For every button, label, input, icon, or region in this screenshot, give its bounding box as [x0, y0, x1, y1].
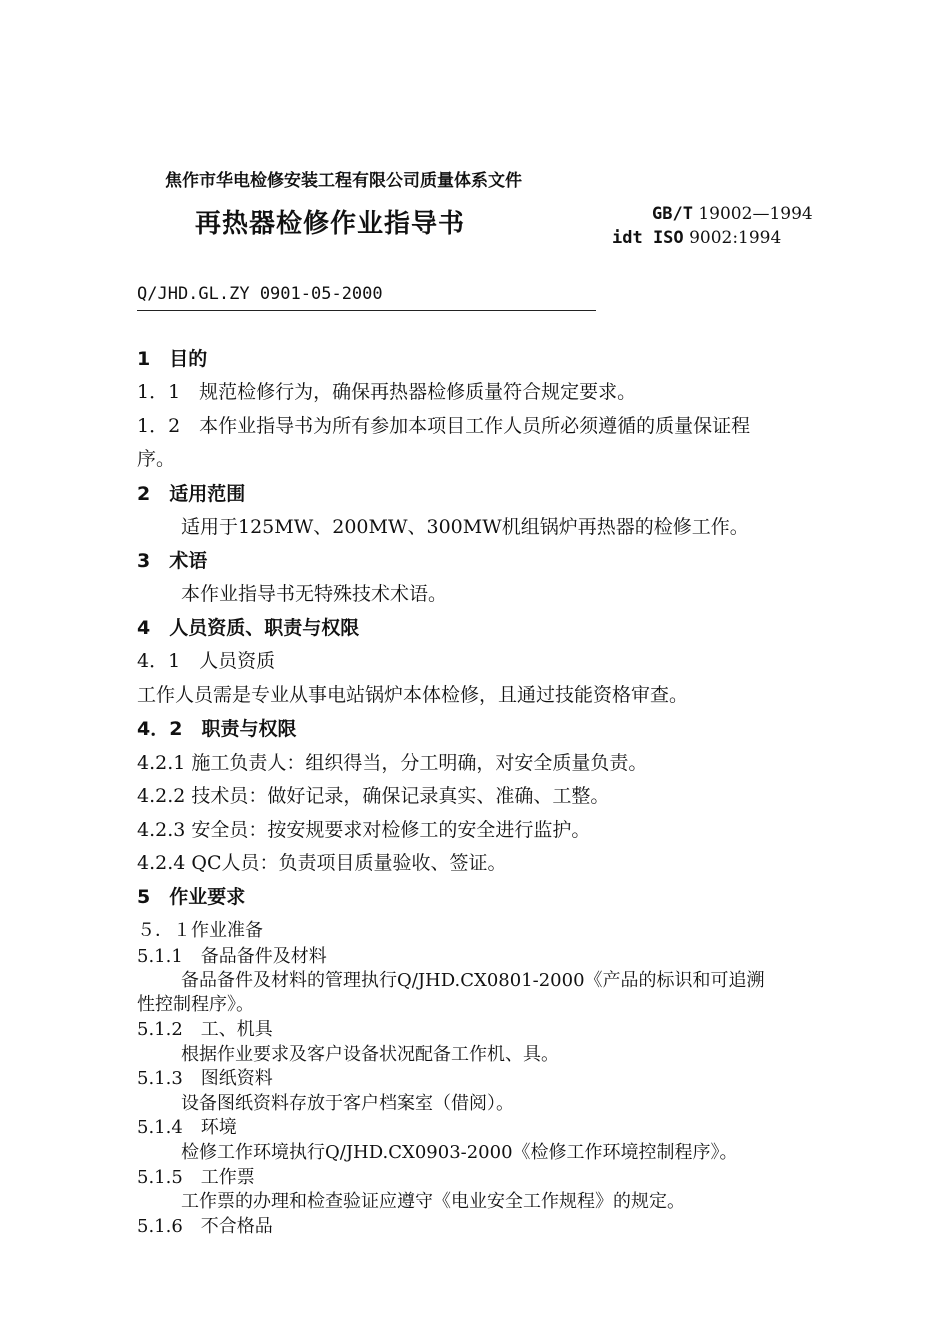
section-2-body: 适用于125MW、200MW、300MW机组锅炉再热器的检修工作。 — [181, 516, 749, 538]
company-header: 焦作市华电检修安装工程有限公司质量体系文件 — [165, 171, 522, 191]
clause-5-1-4-body: 检修工作环境执行Q/JHD.CX0903-2000《检修工作环境控制程序》。 — [181, 1142, 738, 1163]
section-4-heading: 4 人员资质、职责与权限 — [137, 617, 360, 639]
clause-4-2: 4．2 职责与权限 — [137, 718, 297, 740]
clause-5-1-3: 5.1.3 图纸资料 — [137, 1068, 273, 1089]
clause-4-1: 4．1 人员资质 — [137, 650, 276, 672]
clause-1-1: 1．1 规范检修行为，确保再热器检修质量符合规定要求。 — [137, 381, 637, 403]
clause-4-1-body: 工作人员需是专业从事电站锅炉本体检修，且通过技能资格审查。 — [137, 684, 689, 706]
clause-4-2-2: 4.2.2 技术员：做好记录，确保记录真实、准确、工整。 — [137, 785, 610, 807]
clause-5-1-1-body-line-1: 备品备件及材料的管理执行Q/JHD.CX0801-2000《产品的标识和可追溯 — [181, 970, 765, 991]
clause-5-1: ５．１作业准备 — [137, 920, 263, 941]
standard-2-code: idt ISO — [612, 228, 684, 248]
clause-5-1-1-body-line-2: 性控制程序》。 — [137, 994, 254, 1015]
clause-5-1-6: 5.1.6 不合格品 — [137, 1216, 273, 1237]
standard-1-number: 19002—1994 — [698, 204, 813, 224]
clause-5-1-1: 5.1.1 备品备件及材料 — [137, 946, 327, 967]
clause-5-1-5-body: 工作票的办理和检查验证应遵守《电业安全工作规程》的规定。 — [181, 1191, 685, 1212]
standard-reference-2 — [612, 228, 781, 248]
clause-5-1-2: 5.1.2 工、机具 — [137, 1019, 273, 1040]
clause-4-2-3: 4.2.3 安全员：按安规要求对检修工的安全进行监护。 — [137, 819, 591, 841]
clause-5-1-5: 5.1.5 工作票 — [137, 1167, 255, 1188]
clause-5-1-4: 5.1.4 环境 — [137, 1117, 237, 1138]
clause-4-2-1: 4.2.1 施工负责人：组织得当，分工明确，对安全质量负责。 — [137, 752, 648, 774]
document-number: Q/JHD.GL.ZY 0901-05-2000 — [137, 284, 383, 304]
header-divider — [137, 310, 596, 311]
section-1-heading: 1 目的 — [137, 348, 208, 370]
section-2-heading: 2 适用范围 — [137, 483, 246, 505]
clause-1-2-line-1: 1．2 本作业指导书为所有参加本项目工作人员所必须遵循的质量保证程 — [137, 415, 751, 437]
standard-1-code: GB/T — [652, 204, 693, 224]
clause-4-2-4: 4.2.4 QC人员：负责项目质量验收、签证。 — [137, 852, 507, 874]
section-5-heading: 5 作业要求 — [137, 886, 246, 908]
clause-1-2-line-2: 序。 — [137, 448, 176, 470]
clause-5-1-3-body: 设备图纸资料存放于客户档案室（借阅）。 — [181, 1093, 514, 1114]
clause-5-1-2-body: 根据作业要求及客户设备状况配备工作机、具。 — [181, 1044, 559, 1065]
standard-2-number: 9002:1994 — [689, 228, 782, 248]
section-3-body: 本作业指导书无特殊技术术语。 — [181, 583, 448, 605]
standard-reference-1 — [652, 204, 813, 224]
section-3-heading: 3 术语 — [137, 550, 208, 572]
document-title: 再热器检修作业指导书 — [195, 209, 466, 239]
